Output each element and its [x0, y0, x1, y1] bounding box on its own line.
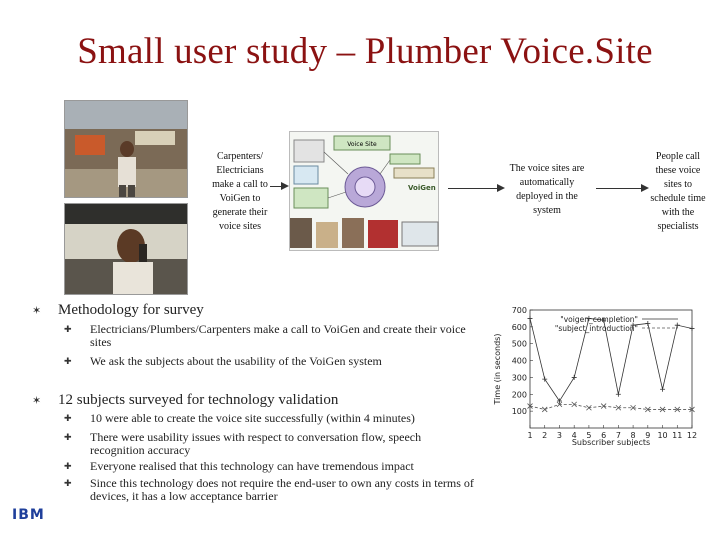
cross-bullet-icon: ✚ — [64, 413, 72, 423]
x-tick-label: 5 — [586, 431, 592, 440]
bullet-text: Methodology for survey — [58, 302, 204, 318]
flow-arrow-3-head — [641, 184, 649, 192]
flow-arrow-2-head — [497, 184, 505, 192]
ibm-logo: IBM — [12, 507, 45, 523]
time-chart — [488, 306, 698, 446]
y-tick-label: 500 — [511, 339, 527, 349]
sub-bullet-text: 10 were able to create the voice site successfully (within 4 minutes) — [90, 411, 415, 425]
cross-bullet-icon: ✚ — [64, 478, 72, 488]
diagram-title: VoiGen — [408, 184, 436, 192]
y-tick-label: 400 — [511, 356, 527, 366]
x-tick-label: 6 — [601, 431, 607, 440]
x-tick-label: 9 — [645, 431, 651, 440]
car-photo — [64, 203, 188, 295]
x-tick-label: 11 — [672, 431, 683, 440]
sub-bullet-text: We ask the subjects about the usability of the VoiGen system — [90, 354, 382, 368]
x-tick-label: 8 — [630, 431, 636, 440]
caption-right: People call these voice sites to schedule time with the specialists — [650, 151, 706, 232]
sub-bullet-text: Electricians/Plumbers/Carpenters make a call to VoiGen and create their voice sites — [90, 322, 466, 349]
sub-bullet-text: Since this technology does not require the end-user to own any costs in terms of devices, it has a low acceptance barrier — [90, 476, 474, 503]
x-tick-label: 4 — [571, 431, 577, 440]
y-tick-label: 200 — [511, 390, 527, 400]
x-tick-label: 12 — [686, 431, 698, 440]
x-tick-label: 1 — [527, 431, 533, 440]
star-bullet-icon: ✶ — [32, 395, 42, 407]
sub-bullet-text: Everyone realised that this technology can have tremendous impact — [90, 459, 414, 473]
y-tick-label: 600 — [511, 322, 527, 332]
cross-bullet-icon: ✚ — [64, 356, 72, 366]
flow-arrow-1-head — [281, 182, 289, 190]
caption-left: Carpenters/ Electricians make a call to VoiGen to generate their voice sites — [212, 151, 268, 232]
caption-middle: The voice sites are automatically deployed in the system — [509, 163, 585, 216]
x-tick-label: 10 — [657, 431, 668, 440]
x-tick-label: 7 — [615, 431, 621, 440]
bullet-text: 12 subjects surveyed for technology validation — [58, 392, 339, 408]
voigen-diagram — [289, 131, 439, 251]
legend-label: "subject_introduction" — [554, 324, 638, 333]
flow-arrow-3 — [596, 188, 642, 189]
y-tick-label: 700 — [511, 306, 527, 315]
slide-title: Small user study – Plumber Voice.Site — [77, 31, 653, 72]
y-tick-label: 100 — [511, 407, 527, 417]
sub-bullet-text: There were usability issues with respect to conversation flow, speech recognition accuracy — [90, 430, 422, 457]
legend-label: "voigen_completion" — [560, 315, 638, 324]
cross-bullet-icon: ✚ — [64, 324, 72, 334]
cross-bullet-icon: ✚ — [64, 432, 72, 442]
star-bullet-icon: ✶ — [32, 305, 42, 317]
x-tick-label: 3 — [556, 431, 563, 440]
x-tick-label: 2 — [542, 431, 548, 440]
street-photo — [64, 100, 188, 198]
y-tick-label: 300 — [511, 373, 527, 383]
flow-arrow-2 — [448, 188, 498, 189]
y-axis-label: Time (in seconds) — [493, 333, 502, 405]
x-axis-label: Subscriber subjects — [571, 438, 651, 446]
diagram-label: Voice Site — [347, 141, 377, 148]
cross-bullet-icon: ✚ — [64, 461, 72, 471]
